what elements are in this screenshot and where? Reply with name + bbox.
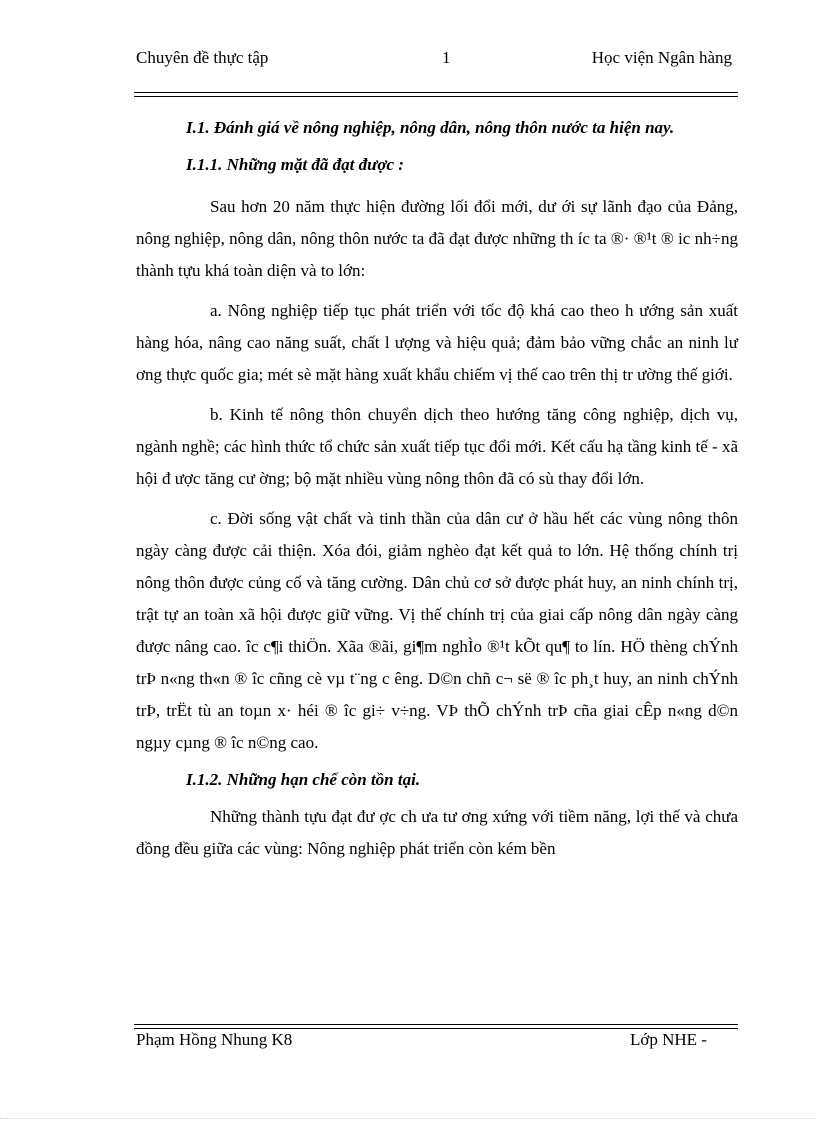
footer-class: Lớp NHE - [630, 1030, 707, 1049]
paragraph-limitations: Những thành tựu đạt đư ợc ch ưa tư ơng xứng với tiềm năng, lợi thế và chưa đồng đều giữa các vùng: Nông nghiệp phát triển còn kém bền [136, 807, 738, 858]
section-heading-1-1-1: I.1.1. Những mặt đã đạt được : [186, 155, 404, 174]
header-left-title: Chuyên đề thực tập [136, 48, 269, 67]
paragraph-c: c. Đời sống vật chất và tinh thần của dân cư ở hầu hết các vùng nông thôn ngày càng được cải thiện. Xóa đói, giảm nghèo đạt kết quả to lớn. Hệ thống chính trị nông thôn được củng cố và tăng cường. Dân chủ cơ sở được phát huy, an ninh chính trị, trật tự an toàn xã hội được giữ vững. Vị thế chính trị của giai cấp nông dân ngày càng được nâng cao. îc c¶i thiÖn. Xãa ®ãi, gi¶m nghÌo ®¹t kÕt qu¶ to lín. HÖ thèng chÝnh trÞ n«ng th«n ® îc cñng cè vµ t¨ng c êng. D©n chñ c¬ së ® îc ph¸t huy, an ninh chÝnh trÞ, trËt tù an toµn x· héi ® îc gi÷ v÷ng. VÞ thÕ chÝnh trÞ cña giai cÊp n«ng d©n ngµy cµng ® îc n©ng cao. [136, 509, 738, 752]
paragraph-a: a. Nông nghiệp tiếp tục phát triển với tốc độ khá cao theo h ướng sản xuất hàng hóa, nâng cao năng suất, chất l ượng và hiệu quả; đảm bảo vững chắc an ninh lư ơng thực quốc gia; mét sè mặt hàng xuất khẩu chiếm vị thế cao trên thị tr ường thế giới. [136, 301, 738, 384]
page-number: 1 [442, 48, 451, 67]
paragraph-intro: Sau hơn 20 năm thực hiện đường lối đổi mới, dư ới sự lãnh đạo của Đảng, nông nghiệp, nông dân, nông thôn nước ta đã đạt được những th íc ta ®· ®¹t ® ic nh÷ng thành tựu khá toàn diện và to lớn: [136, 197, 738, 280]
page-body [136, 113, 738, 865]
footer-rule-top [134, 1024, 738, 1025]
section-heading-1-1: I.1. Đánh giá về nông nghiệp, nông dân, nông thôn nước ta hiện nay. [186, 118, 675, 137]
header-right-title: Học viện Ngân hàng [591, 48, 732, 67]
paragraph-b: b. Kinh tế nông thôn chuyển dịch theo hướng tăng công nghiệp, dịch vụ, ngành nghề; các hình thức tổ chức sản xuất tiếp tục đổi mới. Kết cấu hạ tầng kinh tế - xã hội đ ược tăng cư ờng; bộ mặt nhiều vùng nông thôn đã có sù thay đổi lớn. [136, 405, 738, 488]
header-rule-bottom [134, 96, 738, 97]
footer-author: Phạm Hồng Nhung K8 [136, 1030, 293, 1049]
section-heading-1-1-2: I.1.2. Những hạn chế còn tồn tại. [186, 770, 421, 789]
header-rule-top [134, 92, 738, 93]
page-bottom-edge [0, 1118, 816, 1119]
page-header [136, 48, 738, 72]
